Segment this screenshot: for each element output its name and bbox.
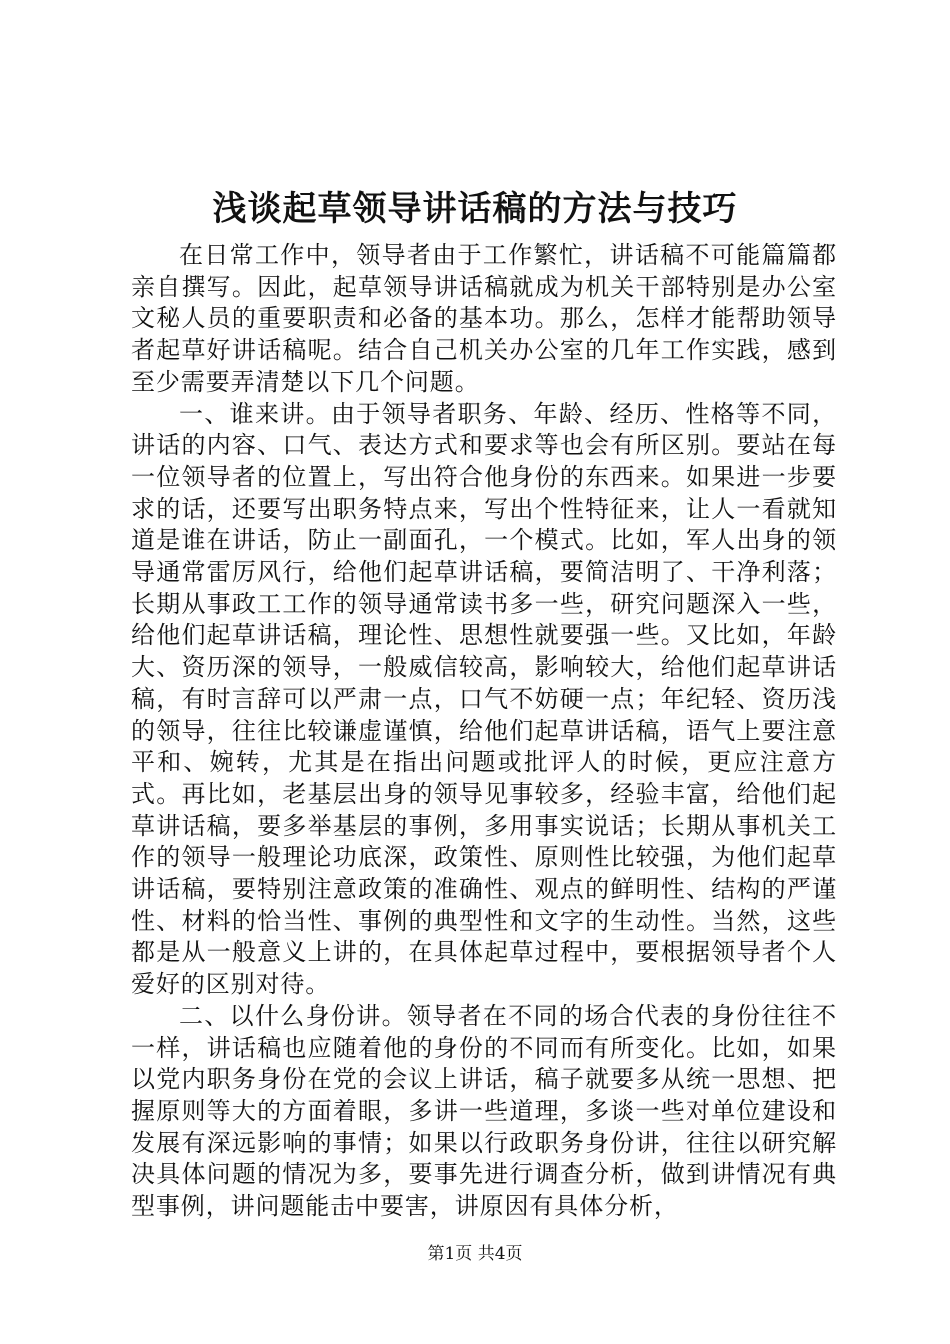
paragraph-section-1: 一、谁来讲。由于领导者职务、年龄、经历、性格等不同，讲话的内容、口气、表达方式和要求等也会有所区别。要站在每一位领导者的位置上，写出符合他身份的东西来。如果进一步要求的话，还要写出职务特点来，写出个性特征来，让人一看就知道是谁在讲话，防止一副面孔，一个模式。比如，军人出身的领导通常雷厉风行，给他们起草讲话稿，要简洁明了、干净利落；长期从事政工工作的领导通常读书多一些，研究问题深入一些，给他们起草讲话稿，理论性、思想性就要强一些。又比如，年龄大、资历深的领导，一般威信较高，影响较大，给他们起草讲话稿，有时言辞可以严肃一点，口气不妨硬一点；年纪轻、资历浅的领导，往往比较谦虚谨慎，给他们起草讲话稿，语气上要注意平和、婉转，尤其是在指出问题或批评人的时候，更应注意方式。再比如，老基层出身的领导见事较多，经验丰富，给他们起草讲话稿，要多举基层的事例，多用事实说话；长期从事机关工作的领导一般理论功底深，政策性、原则性比较强，为他们起草讲话稿，要特别注意政策的准确性、观点的鲜明性、结构的严谨性、材料的恰当性、事例的典型性和文字的生动性。当然，这些都是从一般意义上讲的，在具体起草过程中，要根据领导者个人爱好的区别对待。 bbox=[131, 399, 837, 999]
document-body bbox=[131, 240, 837, 1223]
page-number-footer: 第1页 共4页 bbox=[427, 1244, 523, 1264]
page-title: 浅谈起草领导讲话稿的方法与技巧 bbox=[212, 189, 738, 229]
paragraph-section-2: 二、以什么身份讲。领导者在不同的场合代表的身份往往不一样，讲话稿也应随着他的身份的不同而有所变化。比如，如果以党内职务身份在党的会议上讲话，稿子就要多从统一思想、把握原则等大的方面着眼，多讲一些道理，多谈一些对单位建设和发展有深远影响的事情；如果以行政职务身份讲，往往以研究解决具体问题的情况为多，要事先进行调查分析，做到讲情况有典型事例，讲问题能击中要害，讲原因有具体分析， bbox=[131, 1001, 837, 1221]
paragraph-intro: 在日常工作中，领导者由于工作繁忙，讲话稿不可能篇篇都亲自撰写。因此，起草领导讲话稿就成为机关干部特别是办公室文秘人员的重要职责和必备的基本功。那么，怎样才能帮助领导者起草好讲话稿呢。结合自己机关办公室的几年工作实践，感到至少需要弄清楚以下几个问题。 bbox=[131, 241, 837, 396]
